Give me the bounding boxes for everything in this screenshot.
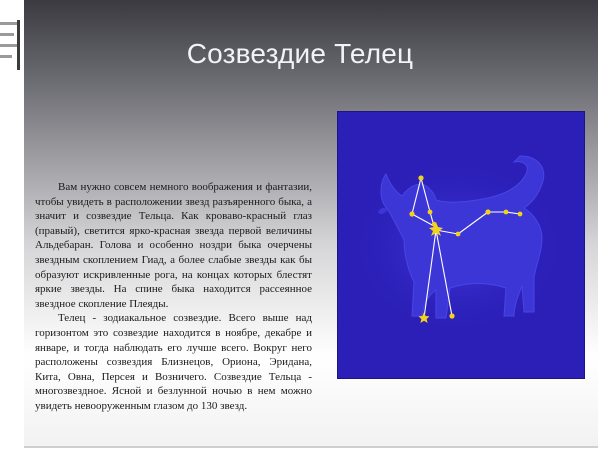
star: [428, 210, 433, 215]
star: [449, 313, 454, 318]
paragraph: Телец - зодиакальное созвездие. Всего выше над горизонтом это созвездие находится в ноябре, декабре и январе, и тогда наблюдать его лучше всего. Вокруг него расположены созвездия Близнецов, Ориона, Эридана, Кита, Овна, Персея и Возничего. Созвездие Тельца - многозвездное. Ясной и безлунной ночью в нем можно увидеть невооруженным глазом до 130 звезд.: [35, 312, 312, 412]
star: [504, 210, 509, 215]
decor-line: [0, 33, 14, 36]
body-text: [35, 180, 312, 414]
paragraph: Вам нужно совсем немного воображения и фантазии, чтобы увидеть в расположении звезд разъяренного быка, а значит и созвездие Тельца. Как кроваво-красный глаз (правый), светится ярко-красная звезда первой величины Альдебаран. Голова и особенно ноздри быка очерчены звездным скоплением Гиад, а более слабые звезды как бы образуют искривленные рога, на концах которых блестят яркие звезды. На спине быка находится рассеянное звездное скопление Плеяды.: [35, 181, 312, 310]
constellation-image: [338, 112, 584, 378]
star: [418, 175, 423, 180]
star: [409, 211, 414, 216]
slide-title: Созвездие Телец: [186, 38, 414, 69]
star: [456, 232, 461, 237]
star: [485, 209, 490, 214]
decor-line: [0, 22, 18, 25]
taurus-illustration: [338, 112, 584, 378]
star: [518, 212, 523, 217]
